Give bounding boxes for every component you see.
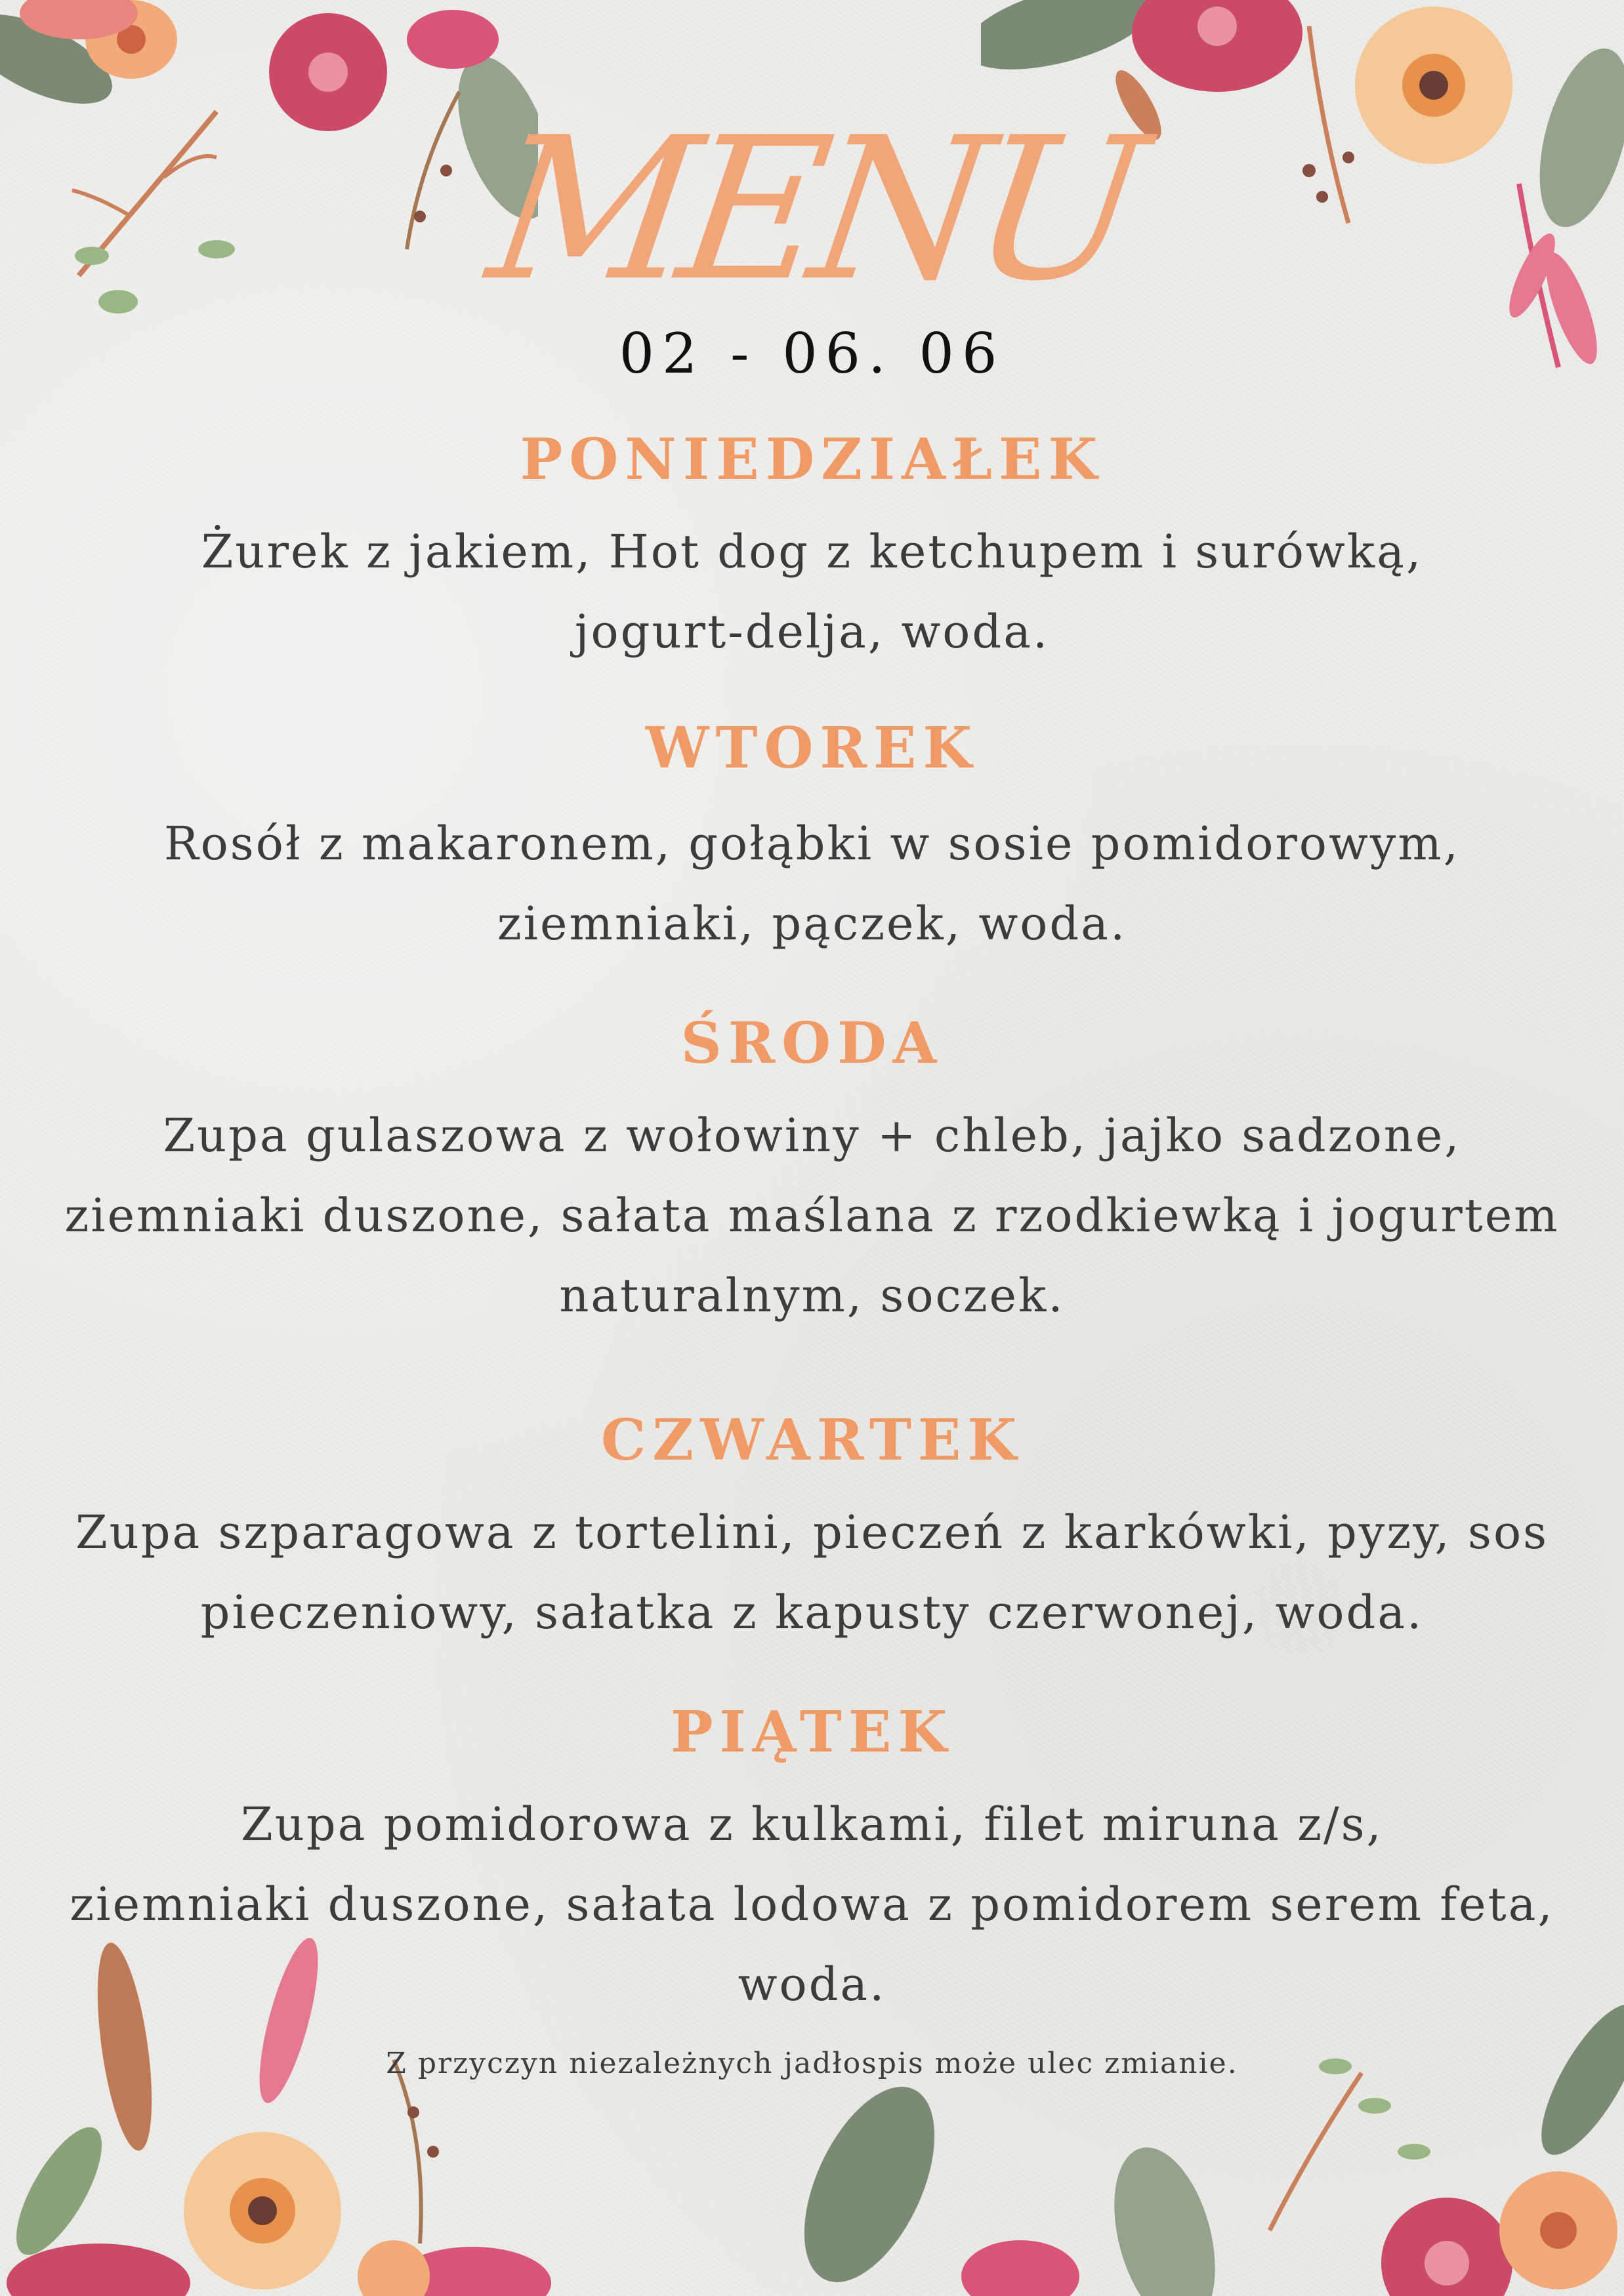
dish-line: naturalnym, soczek. <box>559 1269 1065 1322</box>
menu-title: MENU <box>478 95 1146 324</box>
dish-line: ziemniaki duszone, sałata maślana z rzodkiewką i jogurtem <box>64 1189 1560 1242</box>
day-heading: PIĄTEK <box>670 1699 954 1765</box>
day-heading: PONIEDZIAŁEK <box>520 426 1104 493</box>
dish-line: woda. <box>738 1958 886 2011</box>
dish-line: pieczeniowy, sałatka z kapusty czerwonej, woda. <box>200 1586 1424 1639</box>
day-heading: ŚRODA <box>680 1010 944 1076</box>
dish-line: Zupa gulaszowa z wołowiny + chleb, jajko sadzone, <box>163 1109 1461 1162</box>
dish-line: Zupa szparagowa z tortelini, pieczeń z karkówki, pyzy, sos <box>75 1506 1549 1559</box>
disclaimer-note: Z przyczyn niezależnych jadłospis może ulec zmianie. <box>386 2047 1238 2080</box>
dish-line: ziemniaki, pączek, woda. <box>497 897 1127 951</box>
dish-line: Rosół z makaronem, gołąbki w sosie pomidorowym, <box>163 817 1461 871</box>
dish-line: Zupa pomidorowa z kulkami, filet miruna z/s, <box>241 1797 1383 1851</box>
day-heading: WTOREK <box>645 715 979 781</box>
dish-line: Żurek z jakiem, Hot dog z ketchupem i surówką, <box>201 525 1423 579</box>
dish-line: ziemniaki duszone, sałata lodowa z pomidorem serem feta, <box>70 1877 1554 1931</box>
day-heading: CZWARTEK <box>600 1407 1024 1473</box>
date-range: 02 - 06. 06 <box>619 321 1005 386</box>
dish-line: jogurt-delja, woda. <box>574 605 1050 659</box>
